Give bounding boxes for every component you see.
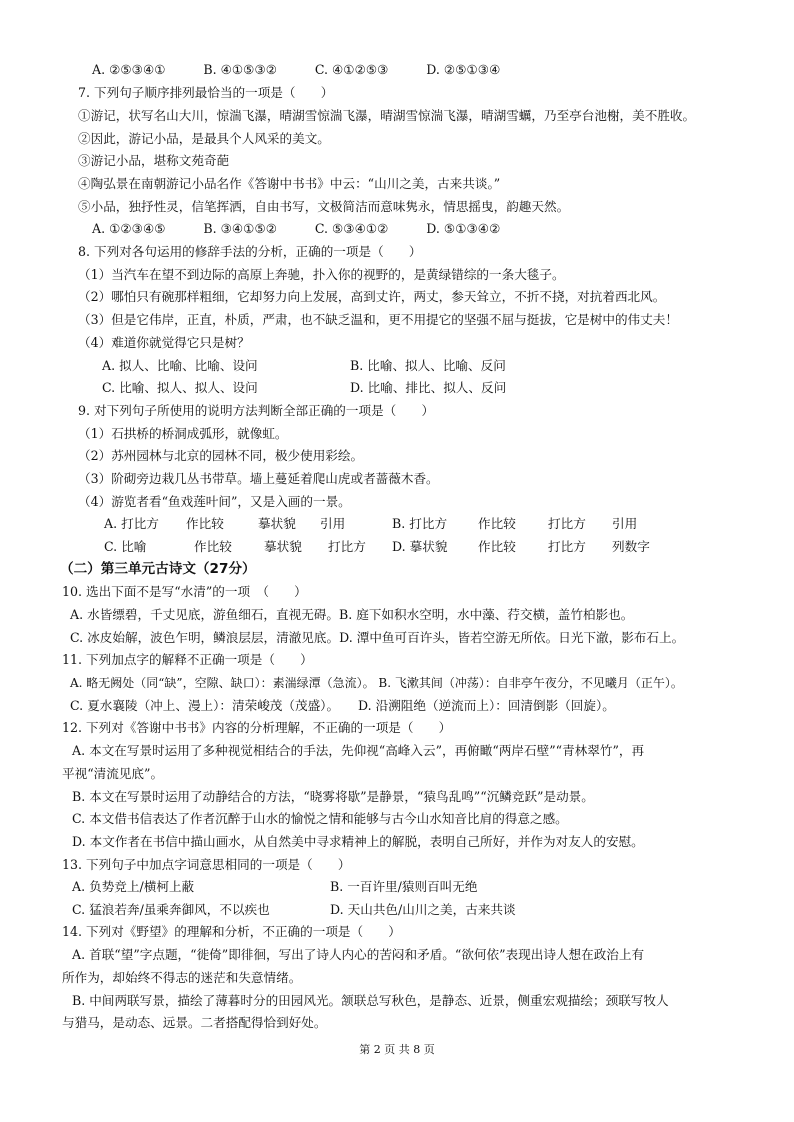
q9-sentence: （1）石拱桥的桥洞成弧形，就像虹。 — [78, 426, 288, 441]
q9-sentence: （3）阶砌旁边栽几丛书带草。墙上蔓延着爬山虎或者蔷薇木香。 — [78, 471, 439, 486]
q7-sentence: ⑤小品，独抒性灵，信笔挥洒，自由书写，文极简洁而意味隽永，情思摇曳，韵趣天然。 — [78, 199, 570, 214]
q10-stem: 10. 选出下面不是写“水清”的一项 （ ） — [62, 584, 307, 599]
q9-option-d-4: 列数字 — [612, 539, 650, 554]
q13-stem: 13. 下列句子中加点字词意思相同的一项是（ ） — [62, 857, 351, 872]
q9-option-c-2: 作比较 — [194, 539, 232, 554]
q9-sentence: （2）苏州园林与北京的园林不同，极少使用彩绘。 — [78, 448, 364, 463]
q14-option-b: B. 中间两联写景，描绘了薄暮时分的田园风光。颔联总写秋色，是静态、近景，侧重宏观描绘；颈联写牧人 — [72, 993, 669, 1008]
q8-sentence: （3）但是它伟岸，正直，朴质，严肃，也不缺乏温和，更不用提它的坚强不屈与挺拔，它是树中的伟丈夫！ — [78, 312, 678, 327]
q9-option-a-4: 引用 — [320, 516, 346, 531]
q10-options: A. 水皆缥碧，千丈见底，游鱼细石，直视无碍。B. 庭下如积水空明，水中藻、荇交横，盖竹柏影也。 — [70, 607, 634, 622]
q7-sentence: ③游记小品，堪称文苑奇葩 — [78, 153, 230, 168]
q7-sentence: ①游记，状写名山大川，惊湍飞瀑，晴湖雪惊湍飞瀑，晴湖雪惊湍飞瀑，晴湖雪蠣，乃至亭台池榭，美不胜收。 — [78, 108, 696, 123]
q11-options: C. 夏水襄陵（冲上、漫上）：清荣峻茂（茂盛）。 D. 沿溯阻绝（逆流而上）：回清倒影（回旋）。 — [70, 698, 615, 713]
q13-option-c: C. 猛浪若奔/虽乘奔御风，不以疾也 — [72, 902, 270, 917]
q8-sentence: （2）哪怕只有碗那样粗细，它却努力向上发展，高到丈许，两丈，参天耸立，不折不挠，对抗着西北风。 — [78, 289, 666, 304]
q8-option-c: C. 比喻、拟人、拟人、设问 — [102, 380, 258, 395]
q13-option-b: B. 一百许里/猿则百叫无绝 — [330, 879, 478, 894]
q10-options: C. 冰皮始解，波色乍明，鳞浪层层，清澈见底。D. 潭中鱼可百许头，皆若空游无所依。日光下澈，影布石上。 — [70, 630, 685, 645]
q9-option-a-2: 作比较 — [186, 516, 224, 531]
q7-sentence: ④陶弘景在南朝游记小品名作《答谢中书书》中云：“山川之美，古来共谈。” — [78, 176, 501, 191]
q12-option-d: D. 本文作者在书信中描山画水，从自然美中寻求精神上的解脱，表明自己所好，并作为对友人的安慰。 — [72, 834, 644, 849]
q9-option-c-4: 打比方 — [328, 539, 366, 554]
q9-option-d-1: D. 摹状貌 — [392, 539, 448, 554]
q12-option-c: C. 本文借书信表达了作者沉醉于山水的愉悦之情和能够与古今山水知音比肩的得意之感。 — [72, 811, 568, 826]
section-heading: （二）第三单元古诗文（27分） — [60, 561, 256, 577]
q9-sentence: （4）游览者看“鱼戏莲叶间”，又是入画的一景。 — [78, 494, 351, 509]
q7-options: A. ①②③④⑤ B. ③④①⑤② C. ⑤③④①② D. ⑤①③④② — [92, 221, 501, 236]
q9-option-a-3: 摹状貌 — [258, 516, 296, 531]
q9-option-b-4: 引用 — [612, 516, 638, 531]
q8-sentence: （1）当汽车在望不到边际的高原上奔驰，扑入你的视野的，是黄绿错综的一条大毯子。 — [78, 267, 565, 282]
q9-option-c-1: C. 比喻 — [104, 539, 147, 554]
q8-option-b: B. 比喻、拟人、比喻、反问 — [350, 358, 506, 373]
q14-stem: 14. 下列对《野望》的理解和分析，不正确的一项是（ ） — [62, 924, 401, 939]
q9-option-b-2: 作比较 — [478, 516, 516, 531]
q8-option-d: D. 比喻、排比、拟人、反问 — [350, 380, 507, 395]
q6-options: A. ②⑤③④① B. ④①⑤③② C. ④①②⑤③ D. ②⑤①③④ — [92, 62, 501, 77]
q13-option-d: D. 天山共色/山川之美，古来共谈 — [330, 902, 516, 917]
q14-option-a-cont: 所作为，却始终不得志的迷茫和失意情绪。 — [62, 970, 302, 985]
q11-options: A. 略无阙处（同“缺”，空隙、缺口）：素湍绿潭（急流）。 B. 飞漱其间（冲荡）：自非亭午夜分，不见曦月（正午）。 — [70, 676, 683, 690]
q12-option-b: B. 本文在写景时运用了动静结合的方法，“晓雾将歇”是静景，“猿鸟乱鸣”“沉鳞竞跃”是动景。 — [72, 789, 594, 804]
q12-option-a-cont: 平视“清流见底”。 — [62, 766, 164, 781]
q14-option-a: A. 首联“望”字点题，“徙倚”即徘徊，写出了诗人内心的苦闷和矛盾。“欲何依”表现出诗人想在政治上有 — [72, 947, 645, 962]
q9-option-b-1: B. 打比方 — [392, 516, 448, 531]
q8-option-a: A. 拟人、比喻、比喻、设问 — [102, 358, 258, 373]
q9-option-d-3: 打比方 — [548, 539, 586, 554]
q8-stem: 8. 下列对各句运用的修辞手法的分析，正确的一项是（ ） — [78, 244, 422, 259]
q9-stem: 9. 对下列句子所使用的说明方法判断全部正确的一项是（ ） — [78, 403, 435, 418]
q9-option-a-1: A. 打比方 — [104, 516, 159, 531]
q7-sentence: ②因此，游记小品，是最具个人风采的美文。 — [78, 131, 330, 146]
q12-option-a: A. 本文在写景时运用了多种视觉相结合的手法，先仰视“高峰入云”，再俯瞰“两岸石壁”“青林翠竹”，再 — [72, 743, 645, 758]
q9-option-c-3: 摹状貌 — [264, 539, 302, 554]
q9-option-d-2: 作比较 — [478, 539, 516, 554]
q7-stem: 7. 下列句子顺序排列最恰当的一项是（ ） — [78, 85, 334, 100]
q11-stem: 11. 下列加点字的解释不正确一项是（ ） — [62, 652, 313, 667]
q14-option-b-cont: 与猎马，是动态、远景。二者搭配得恰到好处。 — [62, 1015, 327, 1030]
q9-option-b-3: 打比方 — [548, 516, 586, 531]
q13-option-a: A. 负势竞上/横柯上蔽 — [72, 879, 195, 894]
q12-stem: 12. 下列对《答谢中书书》内容的分析理解，不正确的一项是（ ） — [62, 720, 452, 735]
page-footer: 第 2 页 共 8 页 — [359, 1043, 435, 1056]
q8-sentence: （4）难道你就觉得它只是树？ — [78, 335, 250, 350]
